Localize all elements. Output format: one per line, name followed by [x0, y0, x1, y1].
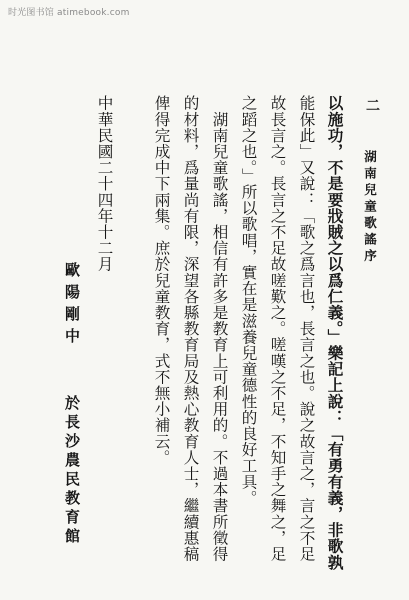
watermark: 时光图书馆 atimebook.com [8, 8, 130, 18]
text-column-2: 能保此」又說：「歌之爲言也，長言之也。說之故言之，言之不足 [297, 95, 316, 562]
running-header: 湖南兒童歌謠序 [362, 150, 378, 266]
page-number: 二 [364, 98, 380, 113]
text-column-3: 故長言之。長言之不足故嗟歎之。嗟嘆之不足，不知手之舞之，足 [268, 95, 287, 562]
text-column-7: 俾得完成中下兩集。庶於兒童教育，式不無小補云。 [152, 95, 171, 466]
text-column-5: 湖南兒童歌謠，相信有許多是教育上可利用的。不過本書所徵得 [210, 95, 229, 562]
author-location: 於長沙農民教育館 [63, 395, 81, 547]
date-line: 中華民國二十四年十二月 [95, 95, 114, 273]
text-column-1: 以施功，不是要戕賊之以爲仁義。」樂記上說：「有勇有義，非歌孰 [325, 95, 345, 571]
text-column-6: 的材料，爲量尚有限，深望各縣教育局及熱心教育人士，繼續惠稿 [181, 95, 200, 562]
author-name: 歐陽剛中 [63, 262, 81, 350]
text-column-4: 之蹈之也。」所以歌唱，實在是滋養兒童德性的良好工具。 [239, 95, 258, 506]
